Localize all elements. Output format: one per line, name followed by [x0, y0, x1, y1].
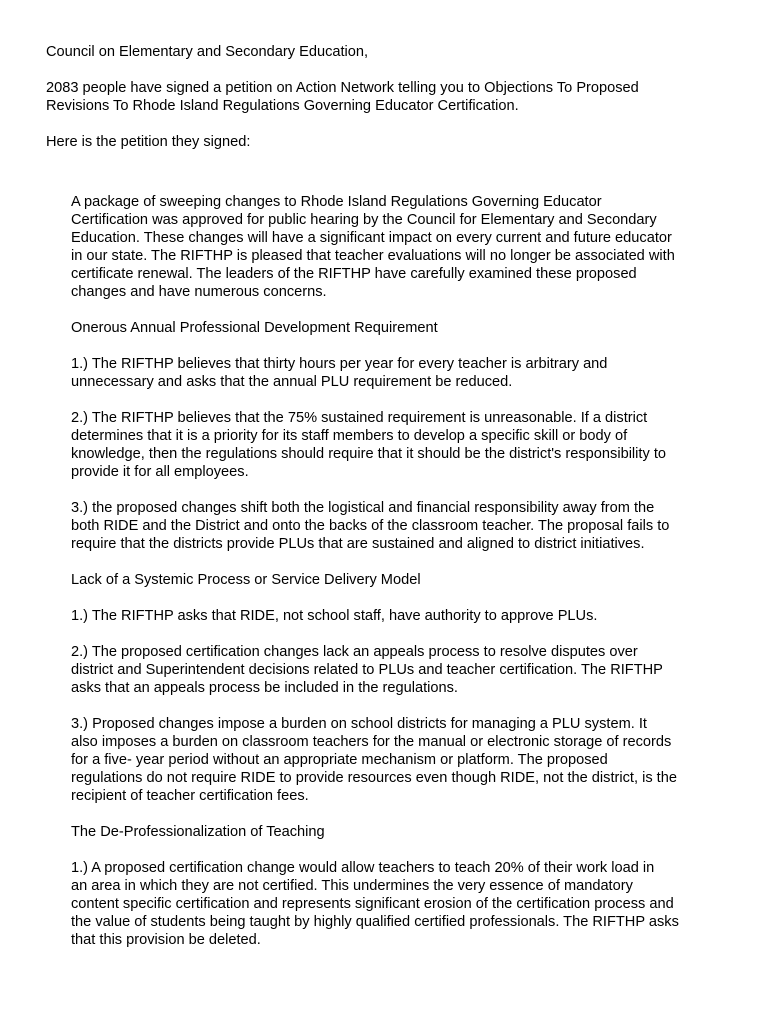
- section-heading: Lack of a Systemic Process or Service Delivery Model: [71, 572, 421, 588]
- salutation: Council on Elementary and Secondary Education,: [46, 44, 369, 60]
- list-item: 2.) The RIFTHP believes that the 75% sustained requirement is unreasonable. If a district determines that it is a priority for its staff members to develop a specific skill or body of knowledge, then the regulations should require that it should be the district's responsibility to provide it for all employees.: [71, 410, 666, 480]
- intro-paragraph: 2083 people have signed a petition on Action Network telling you to Objections To Proposed Revisions To Rhode Island Regulations Governing Educator Certification.: [46, 80, 639, 114]
- lead-in: Here is the petition they signed:: [46, 134, 251, 150]
- list-item: 3.) the proposed changes shift both the logistical and financial responsibility away from the both RIDE and the District and onto the backs of the classroom teacher. The proposal fails to require that the districts provide PLUs that are sustained and aligned to district initiatives.: [71, 500, 670, 552]
- letter-header: [46, 43, 746, 151]
- list-item: 2.) The proposed certification changes lack an appeals process to resolve disputes over district and Superintendent decisions related to PLUs and teacher certification. The RIFTHP asks that an appeals process be included in the regulations.: [71, 644, 663, 696]
- list-item: 1.) The RIFTHP asks that RIDE, not school staff, have authority to approve PLUs.: [71, 608, 598, 624]
- list-item: 1.) The RIFTHP believes that thirty hours per year for every teacher is arbitrary and unnecessary and asks that the annual PLU requirement be reduced.: [71, 356, 608, 390]
- list-item: 3.) Proposed changes impose a burden on school districts for managing a PLU system. It also imposes a burden on classroom teachers for the manual or electronic storage of records for a five- year period without an appropriate mechanism or platform. The proposed regulations do not require RIDE to provide resources even though RIDE, not the district, is the recipient of teacher certification fees.: [71, 716, 677, 804]
- petition-text: [71, 193, 731, 967]
- section-heading: Onerous Annual Professional Development Requirement: [71, 320, 438, 336]
- petition-summary: A package of sweeping changes to Rhode Island Regulations Governing Educator Certification was approved for public hearing by the Council for Elementary and Secondary Education. These changes will have a significant impact on every current and future educator in our state. The RIFTHP is pleased that teacher evaluations will no longer be associated with certificate renewal. The leaders of the RIFTHP have carefully examined these proposed changes and have numerous concerns.: [71, 194, 675, 300]
- section-heading: The De-Professionalization of Teaching: [71, 824, 325, 840]
- list-item: 1.) A proposed certification change would allow teachers to teach 20% of their work load in an area in which they are not certified. This undermines the very essence of mandatory content specific certification and represents significant erosion of the certification process and the value of students being taught by highly qualified certified professionals. The RIFTHP asks that this provision be deleted.: [71, 860, 679, 948]
